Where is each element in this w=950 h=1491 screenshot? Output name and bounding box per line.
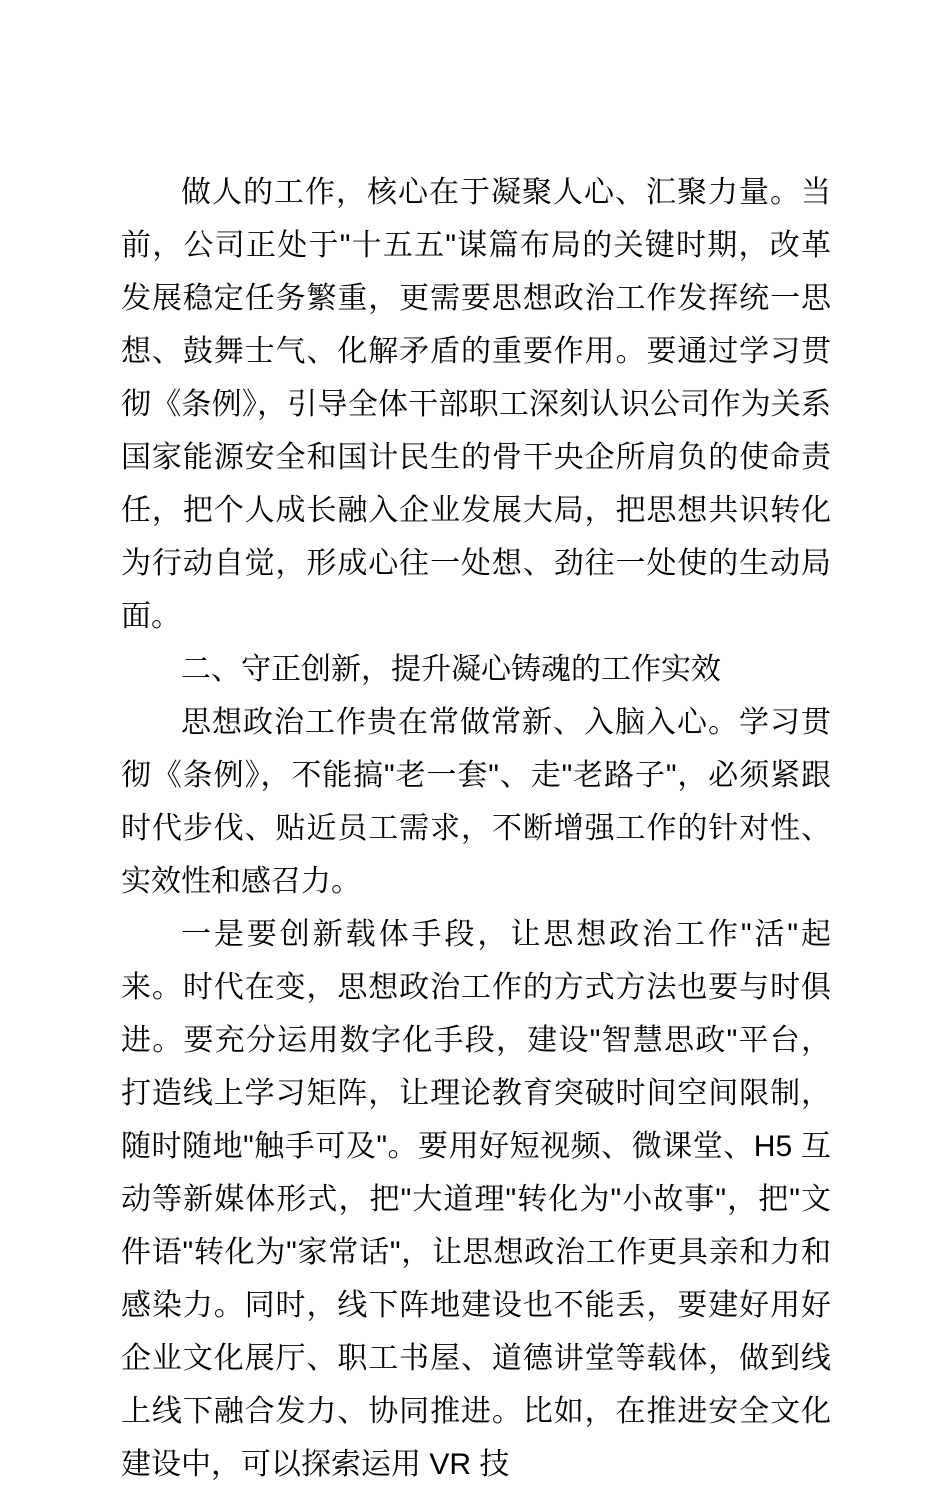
body-paragraph-3: 一是要创新载体手段，让思想政治工作"活"起来。时代在变，思想政治工作的方式方法也要与时俱进。要充分运用数字化手段，建设"智慧思政"平台，打造线上学习矩阵，让理论教育突破时间空间限制，随时随地"触手可及"。要用好短视频、微课堂、H5 互动等新媒体形式，把"大道理"转化为"小故事"，把"文件语"转化为"家常话"，让思想政治工作更具亲和力和感染力。同时，线下阵地建设也不能丢，要建好用好企业文化展厅、职工书屋、道德讲堂等载体，做到线上线下融合发力、协同推进。比如，在推进安全文化建设中，可以探索运用 VR 技 <box>121 918 831 1481</box>
body-paragraph-2: 思想政治工作贵在常做常新、入脑入心。学习贯彻《条例》，不能搞"老一套"、走"老路子"，必须紧跟时代步伐、贴近员工需求，不断增强工作的针对性、实效性和感召力。 <box>121 706 831 898</box>
section-heading-two: 二、守正创新，提升凝心铸魂的工作实效 <box>181 653 721 686</box>
document-text-column <box>121 166 831 1491</box>
body-paragraph-1: 做人的工作，核心在于凝聚人心、汇聚力量。当前，公司正处于"十五五"谋篇布局的关键时期，改革发展稳定任务繁重，更需要思想政治工作发挥统一思想、鼓舞士气、化解矛盾的重要作用。要通过学习贯彻《条例》，引导全体干部职工深刻认识公司作为关系国家能源安全和国计民生的骨干央企所肩负的使命责任，把个人成长融入企业发展大局，把思想共识转化为行动自觉，形成心往一处想、劲往一处使的生动局面。 <box>121 176 831 633</box>
